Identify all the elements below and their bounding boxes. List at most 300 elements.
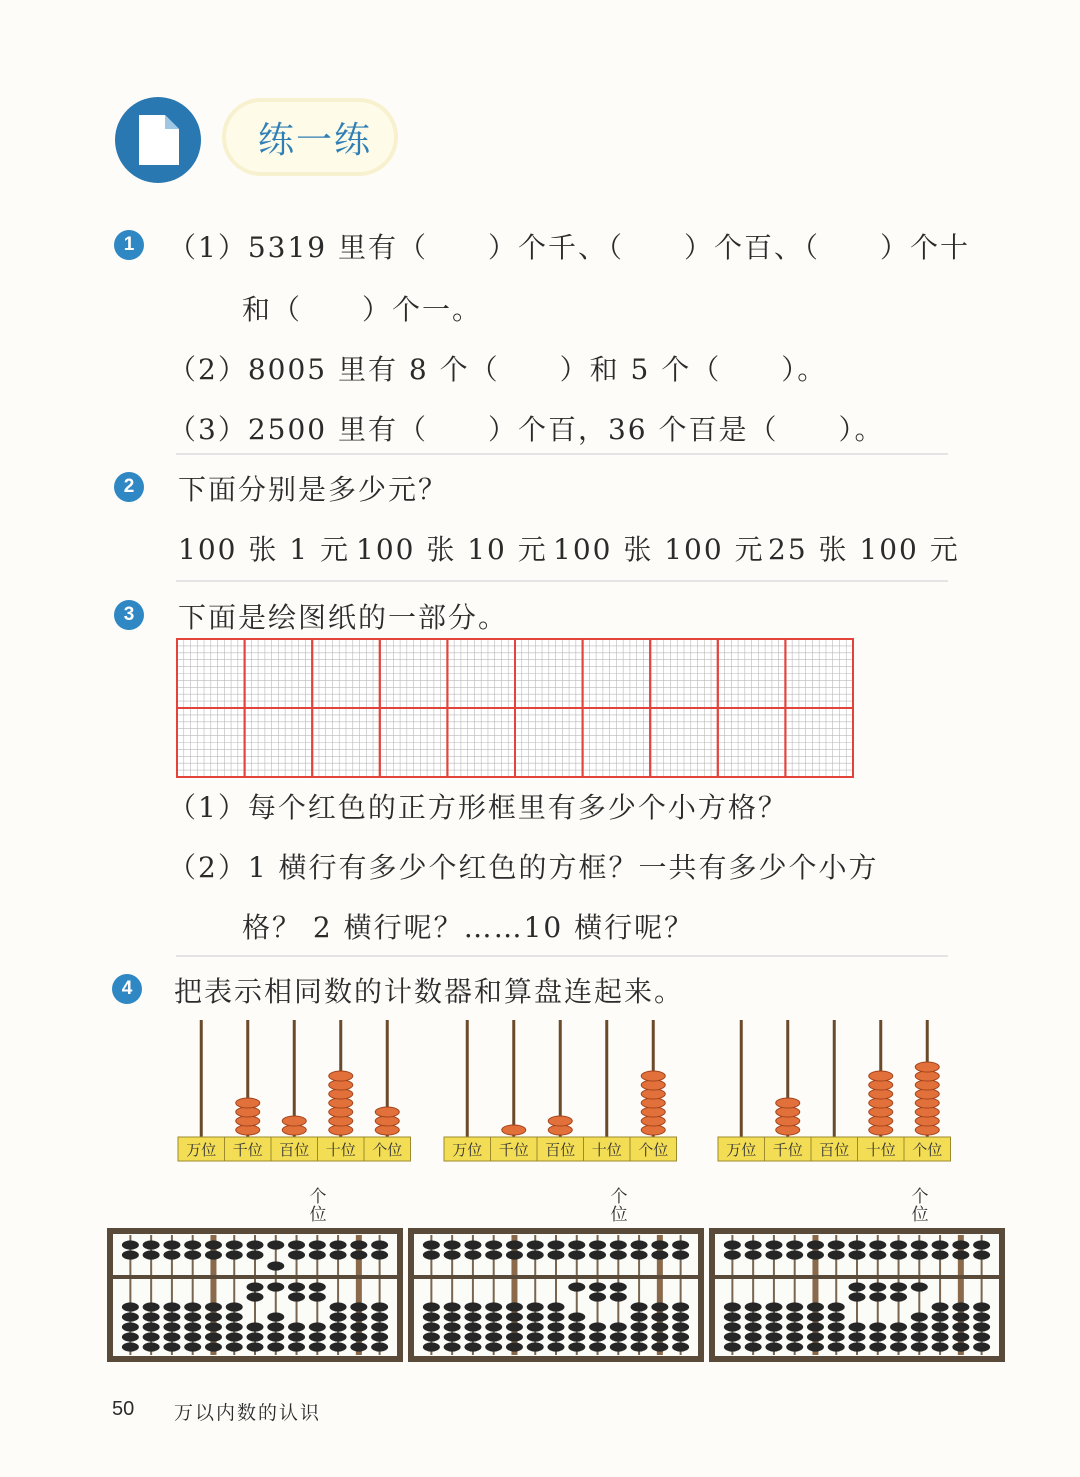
abacus-lower-bead	[952, 1332, 969, 1341]
graph-paper	[176, 638, 854, 778]
abacus-lower-bead	[828, 1322, 845, 1331]
q1-line3: （3）2500 里有（ ）个百，36 个百是（ ）。	[168, 413, 885, 446]
abacus-lower-bead	[786, 1302, 803, 1311]
question-badge-1: 1	[114, 230, 144, 260]
abacus-lower-bead	[672, 1322, 689, 1331]
abacus-lower-bead	[184, 1332, 201, 1341]
abacus-1	[110, 1231, 400, 1359]
abacus-lower-bead	[350, 1302, 367, 1311]
abacus-lower-bead	[786, 1312, 803, 1321]
abacus-lower-bead	[184, 1342, 201, 1351]
q3-sub2b: 格？ 2 横行呢？……10 横行呢？	[242, 911, 695, 944]
abacus-lower-bead	[288, 1342, 305, 1351]
abacus-upper-bead	[464, 1240, 481, 1249]
abacus-upper-bead	[444, 1240, 461, 1249]
abacus-lower-bead	[610, 1292, 627, 1301]
abacus-upper-bead	[911, 1240, 928, 1249]
counter-bead	[776, 1098, 800, 1108]
abacus-lower-bead	[506, 1302, 523, 1311]
counter-bead	[375, 1107, 399, 1117]
question-badge-2: 2	[114, 472, 144, 502]
counter-place-label: 十位	[591, 1141, 622, 1159]
abacus-lower-bead	[184, 1302, 201, 1311]
abacus-lower-bead	[163, 1342, 180, 1351]
abacus-lower-bead	[828, 1312, 845, 1321]
abacus-lower-bead	[765, 1342, 782, 1351]
abacus-lower-bead	[724, 1322, 741, 1331]
abacus-lower-bead	[371, 1302, 388, 1311]
abacus-lower-bead	[247, 1322, 264, 1331]
abacus-upper-bead	[849, 1240, 866, 1249]
abacus-upper-bead	[932, 1240, 949, 1249]
abacus-lower-bead	[786, 1322, 803, 1331]
abacus-lower-bead	[973, 1312, 990, 1321]
counters-area	[0, 1010, 1080, 1170]
abacus-lower-bead	[330, 1342, 347, 1351]
abacus-lower-bead	[610, 1342, 627, 1351]
abacus-upper-bead	[786, 1240, 803, 1249]
abacus-upper-bead	[350, 1250, 367, 1259]
abacus-lower-bead	[568, 1282, 585, 1291]
abacus-upper-bead	[911, 1250, 928, 1259]
abacus-upper-bead	[724, 1250, 741, 1259]
abacus-lower-bead	[651, 1342, 668, 1351]
abacus-lower-bead	[651, 1322, 668, 1331]
abacus-lower-bead	[911, 1322, 928, 1331]
abacus-lower-bead	[267, 1312, 284, 1321]
q3-sub2: （2）1 横行有多少个红色的方框？一共有多少个小方	[168, 851, 879, 884]
abacus-lower-bead	[631, 1302, 648, 1311]
abacus-lower-bead	[973, 1342, 990, 1351]
abacus-beam	[414, 1275, 698, 1279]
counter-place-label: 个位	[372, 1141, 403, 1159]
abacus-lower-bead	[849, 1332, 866, 1341]
abacus-upper-bead	[589, 1240, 606, 1249]
abacus-lower-bead	[527, 1302, 544, 1311]
abacus-lower-bead	[932, 1342, 949, 1351]
abacus-upper-bead	[973, 1240, 990, 1249]
separator	[176, 580, 948, 582]
counter-place-label: 百位	[279, 1141, 310, 1159]
abacus-lower-bead	[973, 1322, 990, 1331]
abacus-lower-bead	[464, 1302, 481, 1311]
abacus-lower-bead	[807, 1342, 824, 1351]
abacus-upper-bead	[527, 1250, 544, 1259]
counter-place-label: 十位	[325, 1141, 356, 1159]
section-title: 练一练	[258, 120, 373, 161]
abacus-lower-bead	[869, 1282, 886, 1291]
abacus-lower-bead	[765, 1332, 782, 1341]
abacus-lower-bead	[423, 1312, 440, 1321]
abacus-lower-bead	[724, 1302, 741, 1311]
abacus-lower-bead	[724, 1332, 741, 1341]
counter-bead	[869, 1071, 893, 1081]
abacus-lower-bead	[672, 1312, 689, 1321]
abacus-lower-bead	[973, 1302, 990, 1311]
abacus-lower-bead	[506, 1322, 523, 1331]
abacus-upper-bead	[485, 1240, 502, 1249]
abacus-lower-bead	[610, 1322, 627, 1331]
abacus-lower-bead	[568, 1312, 585, 1321]
abacus-upper-bead	[122, 1240, 139, 1249]
abacus-lower-bead	[869, 1292, 886, 1301]
q1-line2: （2）8005 里有 8 个（ ）和 5 个（ ）。	[168, 353, 828, 386]
abacus-lower-bead	[444, 1342, 461, 1351]
abacus-upper-bead	[610, 1240, 627, 1249]
abacus-lower-bead	[932, 1332, 949, 1341]
abacus-lower-bead	[849, 1322, 866, 1331]
abacus-lower-bead	[444, 1302, 461, 1311]
abacus-lower-bead	[423, 1302, 440, 1311]
abacus-lower-bead	[828, 1342, 845, 1351]
abacus-lower-bead	[952, 1302, 969, 1311]
counter-place-label: 万位	[452, 1141, 483, 1159]
abacus-lower-bead	[589, 1282, 606, 1291]
abacus-lower-bead	[631, 1322, 648, 1331]
abacus-lower-bead	[309, 1292, 326, 1301]
abacus-upper-bead	[745, 1250, 762, 1259]
abacus-lower-bead	[485, 1342, 502, 1351]
abacus-lower-bead	[890, 1342, 907, 1351]
abacus-lower-bead	[423, 1342, 440, 1351]
abacus-lower-bead	[330, 1332, 347, 1341]
counter-bead	[282, 1116, 306, 1126]
abacus-upper-bead	[371, 1240, 388, 1249]
abacus-lower-bead	[485, 1302, 502, 1311]
abacus-lower-bead	[610, 1282, 627, 1291]
abacus-lower-bead	[631, 1342, 648, 1351]
abacus-lower-bead	[226, 1332, 243, 1341]
abacus-lower-bead	[371, 1342, 388, 1351]
abacus-upper-bead	[869, 1250, 886, 1259]
abacus-lower-bead	[631, 1332, 648, 1341]
abacus-upper-bead	[548, 1250, 565, 1259]
counter-place-label: 个位	[912, 1141, 943, 1159]
q3-sub1: （1）每个红色的正方形框里有多少个小方格？	[168, 791, 788, 824]
counter-place-label: 个位	[638, 1141, 669, 1159]
abacus-lower-bead	[589, 1342, 606, 1351]
abacus-lower-bead	[807, 1332, 824, 1341]
abacus-upper-bead	[143, 1250, 160, 1259]
abacus-lower-bead	[568, 1322, 585, 1331]
abacus-lower-bead	[309, 1342, 326, 1351]
abacus-lower-bead	[464, 1312, 481, 1321]
abacus-lower-bead	[911, 1282, 928, 1291]
abacus-upper-bead	[226, 1240, 243, 1249]
q2-item-4: 25 张 100 元	[768, 533, 960, 566]
counter-bead	[915, 1062, 939, 1072]
abacus-lower-bead	[205, 1322, 222, 1331]
abacus-lower-bead	[527, 1342, 544, 1351]
abacus-lower-bead	[330, 1302, 347, 1311]
counter-place-label: 万位	[726, 1141, 757, 1159]
abacus-lower-bead	[122, 1342, 139, 1351]
abacus-lower-bead	[589, 1332, 606, 1341]
abacus-upper-bead	[932, 1250, 949, 1259]
abacus-lower-bead	[122, 1312, 139, 1321]
counter-place-label: 千位	[232, 1141, 263, 1159]
abacus-lower-bead	[226, 1312, 243, 1321]
abacus-upper-bead	[828, 1250, 845, 1259]
abacus-lower-bead	[184, 1312, 201, 1321]
abacus-lower-bead	[849, 1282, 866, 1291]
abacus-beam	[113, 1275, 397, 1279]
abacus-lower-bead	[745, 1322, 762, 1331]
abacus-lower-bead	[143, 1312, 160, 1321]
abacus-lower-bead	[226, 1342, 243, 1351]
abacus-lower-bead	[371, 1332, 388, 1341]
abacus-upper-bead	[672, 1240, 689, 1249]
abacus-lower-bead	[631, 1312, 648, 1321]
abacus-lower-bead	[464, 1332, 481, 1341]
abacus-upper-bead	[247, 1250, 264, 1259]
abacus-upper-bead	[163, 1250, 180, 1259]
abacus-upper-bead	[828, 1240, 845, 1249]
abacus-lower-bead	[267, 1342, 284, 1351]
abacus-lower-bead	[890, 1282, 907, 1291]
abacus-lower-bead	[890, 1332, 907, 1341]
counter-bead	[236, 1098, 260, 1108]
abacus-upper-bead	[786, 1250, 803, 1259]
abacus-lower-bead	[330, 1322, 347, 1331]
abacus-upper-bead	[952, 1240, 969, 1249]
abacus-lower-bead	[527, 1322, 544, 1331]
abacus-lower-bead	[288, 1292, 305, 1301]
abacus-upper-bead	[267, 1240, 284, 1249]
abacus-upper-bead	[184, 1250, 201, 1259]
abacus-upper-bead	[423, 1250, 440, 1259]
abacus-lower-bead	[548, 1302, 565, 1311]
abacus-lower-bead	[786, 1332, 803, 1341]
counter-1	[178, 1020, 411, 1161]
abacus-upper-bead	[952, 1250, 969, 1259]
q4-title: 把表示相同数的计数器和算盘连起来。	[174, 975, 685, 1008]
page-number: 50	[112, 1398, 135, 1420]
abacus-lower-bead	[163, 1332, 180, 1341]
abacus-lower-bead	[122, 1322, 139, 1331]
abacus-lower-bead	[610, 1332, 627, 1341]
abacus-upper-bead	[765, 1250, 782, 1259]
abacus-lower-bead	[568, 1342, 585, 1351]
abacus-lower-bead	[548, 1342, 565, 1351]
abacus-upper-bead	[745, 1240, 762, 1249]
abacus-lower-bead	[890, 1292, 907, 1301]
counter-2	[444, 1020, 677, 1161]
abacus-lower-bead	[247, 1332, 264, 1341]
abacus-lower-bead	[143, 1342, 160, 1351]
abacus-upper-bead	[631, 1240, 648, 1249]
abacus-lower-bead	[506, 1342, 523, 1351]
abacus-lower-bead	[506, 1332, 523, 1341]
abacus-lower-bead	[724, 1312, 741, 1321]
abacus-upper-bead	[807, 1250, 824, 1259]
abacus-lower-bead	[568, 1332, 585, 1341]
abacus-lower-bead	[163, 1302, 180, 1311]
abacus-lower-bead	[423, 1332, 440, 1341]
abacus-upper-bead	[247, 1240, 264, 1249]
abacus-upper-bead	[309, 1250, 326, 1259]
abacus-lower-bead	[745, 1312, 762, 1321]
q1-line1b: 和（ ）个一。	[242, 293, 483, 326]
abacus-upper-bead	[122, 1250, 139, 1259]
abacus-lower-bead	[444, 1332, 461, 1341]
abacus-lower-bead	[807, 1302, 824, 1311]
abacus-upper-bead	[610, 1250, 627, 1259]
counter-bead	[641, 1071, 665, 1081]
abacus-upper-bead	[849, 1250, 866, 1259]
abacus-lower-bead	[288, 1322, 305, 1331]
abacus-lower-bead	[485, 1322, 502, 1331]
abacus-lower-bead	[444, 1322, 461, 1331]
abacus-lower-bead	[651, 1312, 668, 1321]
abacus-lower-bead	[527, 1312, 544, 1321]
abacus-upper-bead	[548, 1240, 565, 1249]
abacus-lower-bead	[548, 1332, 565, 1341]
abacus-lower-bead	[350, 1322, 367, 1331]
q2-item-1: 100 张 1 元	[178, 533, 350, 566]
abacus-lower-bead	[309, 1332, 326, 1341]
abacus-upper-bead	[672, 1250, 689, 1259]
abacus-ones-label-2: 个位	[610, 1187, 628, 1225]
abacus-upper-bead	[973, 1250, 990, 1259]
abacus-upper-bead	[205, 1250, 222, 1259]
separator	[176, 453, 948, 455]
abacus-lower-bead	[350, 1312, 367, 1321]
abacus-upper-bead	[423, 1240, 440, 1249]
abacus-lower-bead	[143, 1322, 160, 1331]
abacus-upper-bead	[288, 1240, 305, 1249]
counter-place-label: 万位	[186, 1141, 217, 1159]
abacus-lower-bead	[932, 1322, 949, 1331]
abacus-lower-bead	[122, 1332, 139, 1341]
abacus-lower-bead	[765, 1312, 782, 1321]
abacus-lower-bead	[672, 1332, 689, 1341]
separator	[176, 955, 948, 957]
abacus-lower-bead	[267, 1332, 284, 1341]
abacus-lower-bead	[911, 1312, 928, 1321]
abacus-upper-bead	[589, 1250, 606, 1259]
abacus-lower-bead	[371, 1322, 388, 1331]
abacus-upper-bead	[464, 1250, 481, 1259]
abacus-upper-bead	[568, 1240, 585, 1249]
abacus-lower-bead	[932, 1302, 949, 1311]
abacus-lower-bead	[288, 1282, 305, 1291]
q2-item-2: 100 张 10 元	[356, 533, 548, 566]
abacus-upper-bead	[267, 1261, 284, 1270]
abacus-upper-bead	[350, 1240, 367, 1249]
abacus-upper-bead	[143, 1240, 160, 1249]
abacus-upper-bead	[330, 1240, 347, 1249]
abacus-ones-label-1: 个位	[309, 1187, 327, 1225]
abacus-lower-bead	[143, 1302, 160, 1311]
abacus-lower-bead	[724, 1342, 741, 1351]
abacus-lower-bead	[765, 1302, 782, 1311]
abacus-upper-bead	[506, 1240, 523, 1249]
abacus-2	[411, 1231, 701, 1359]
abacus-lower-bead	[932, 1312, 949, 1321]
abacus-lower-bead	[485, 1332, 502, 1341]
abacus-lower-bead	[589, 1292, 606, 1301]
abacus-lower-bead	[651, 1302, 668, 1311]
abaci-area	[0, 1228, 1080, 1362]
abacus-upper-bead	[807, 1240, 824, 1249]
abacus-upper-bead	[444, 1250, 461, 1259]
abacus-upper-bead	[485, 1250, 502, 1259]
abacus-upper-bead	[765, 1240, 782, 1249]
counter-place-label: 千位	[498, 1141, 529, 1159]
abacus-lower-bead	[247, 1282, 264, 1291]
abacus-lower-bead	[309, 1322, 326, 1331]
abacus-lower-bead	[226, 1302, 243, 1311]
counter-bead	[329, 1071, 353, 1081]
abacus-lower-bead	[548, 1312, 565, 1321]
abacus-ones-label-3: 个位	[911, 1187, 929, 1225]
q1-line1: （1）5319 里有（ ）个千、（ ）个百、（ ）个十	[168, 231, 970, 264]
abacus-lower-bead	[786, 1342, 803, 1351]
question-badge-4: 4	[112, 974, 142, 1004]
abacus-lower-bead	[911, 1342, 928, 1351]
abacus-lower-bead	[143, 1332, 160, 1341]
abacus-lower-bead	[485, 1312, 502, 1321]
abacus-lower-bead	[330, 1312, 347, 1321]
abacus-lower-bead	[444, 1312, 461, 1321]
abacus-upper-bead	[184, 1240, 201, 1249]
abacus-lower-bead	[651, 1332, 668, 1341]
abacus-lower-bead	[828, 1332, 845, 1341]
abacus-lower-bead	[247, 1342, 264, 1351]
abacus-lower-bead	[247, 1292, 264, 1301]
abacus-upper-bead	[568, 1250, 585, 1259]
abacus-lower-bead	[464, 1322, 481, 1331]
abacus-lower-bead	[952, 1322, 969, 1331]
abacus-lower-bead	[869, 1342, 886, 1351]
abacus-lower-bead	[849, 1342, 866, 1351]
abacus-lower-bead	[849, 1292, 866, 1301]
abacus-upper-bead	[890, 1240, 907, 1249]
abacus-3	[712, 1231, 1002, 1359]
counter-place-label: 百位	[819, 1141, 850, 1159]
abacus-lower-bead	[745, 1332, 762, 1341]
abacus-upper-bead	[631, 1250, 648, 1259]
abacus-lower-bead	[527, 1332, 544, 1341]
abacus-upper-bead	[288, 1250, 305, 1259]
abacus-upper-bead	[527, 1240, 544, 1249]
abacus-lower-bead	[745, 1302, 762, 1311]
abacus-upper-bead	[651, 1250, 668, 1259]
counter-place-label: 千位	[772, 1141, 803, 1159]
abacus-upper-bead	[371, 1250, 388, 1259]
abacus-upper-bead	[163, 1240, 180, 1249]
abacus-lower-bead	[765, 1322, 782, 1331]
abacus-lower-bead	[973, 1332, 990, 1341]
abacus-lower-bead	[184, 1322, 201, 1331]
q2-title: 下面分别是多少元？	[178, 473, 449, 506]
abacus-lower-bead	[672, 1342, 689, 1351]
abacus-lower-bead	[869, 1332, 886, 1341]
q2-item-3: 100 张 100 元	[553, 533, 765, 566]
abacus-lower-bead	[869, 1322, 886, 1331]
abacus-lower-bead	[226, 1322, 243, 1331]
abacus-lower-bead	[807, 1322, 824, 1331]
abacus-lower-bead	[309, 1282, 326, 1291]
abacus-beam	[715, 1275, 999, 1279]
abacus-lower-bead	[952, 1312, 969, 1321]
abacus-lower-bead	[205, 1312, 222, 1321]
abacus-lower-bead	[205, 1342, 222, 1351]
abacus-lower-bead	[288, 1332, 305, 1341]
abacus-lower-bead	[745, 1342, 762, 1351]
abacus-lower-bead	[267, 1282, 284, 1291]
